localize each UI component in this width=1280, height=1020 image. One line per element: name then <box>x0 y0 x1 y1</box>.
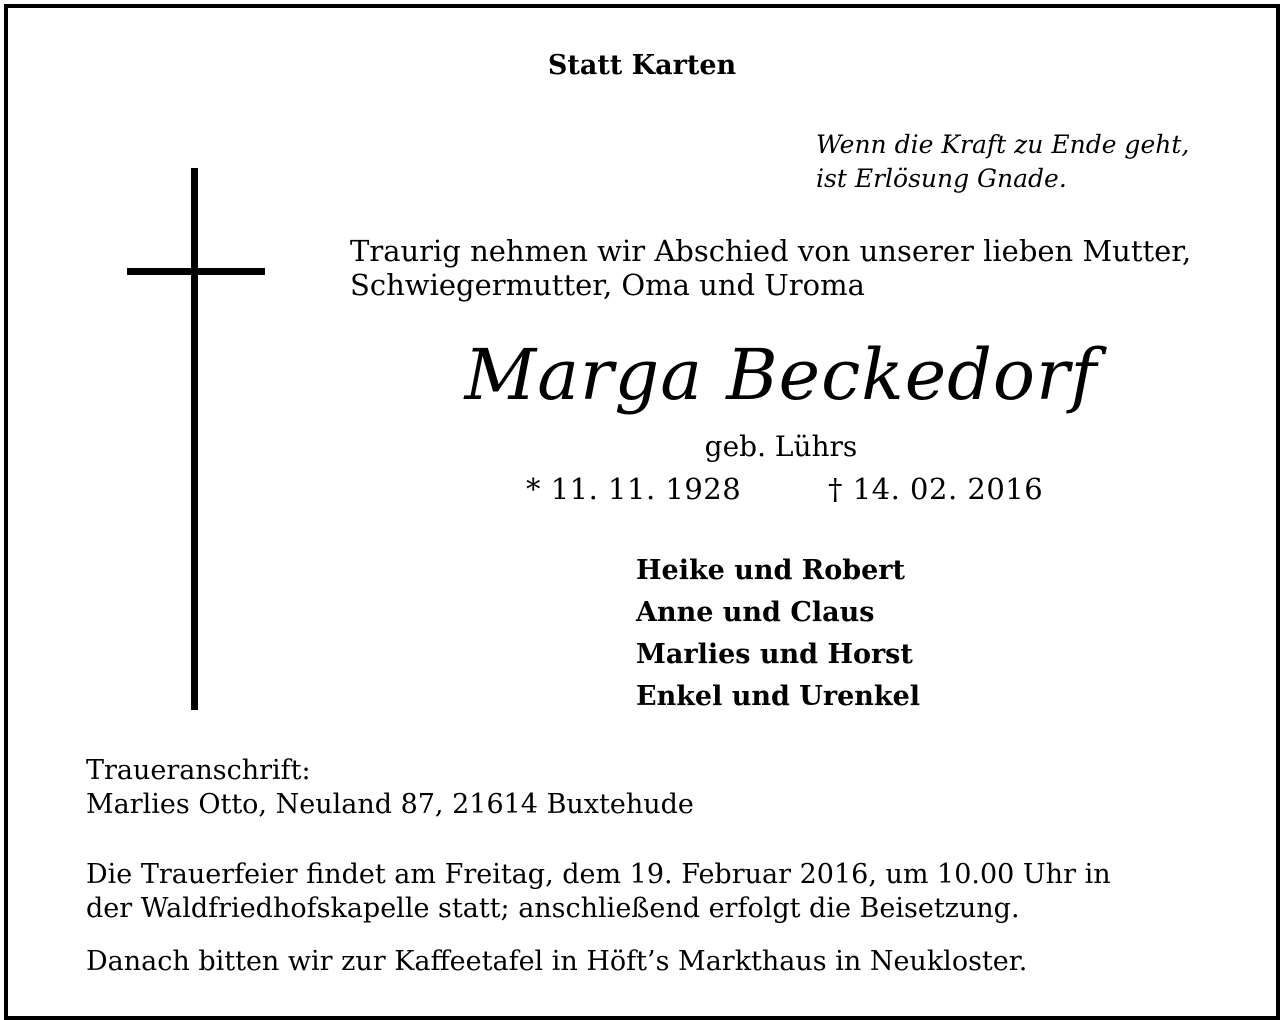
ceremony-info <box>86 858 1111 926</box>
obituary-notice <box>4 4 1280 1020</box>
mourner-entry: Heike und Robert <box>636 555 905 586</box>
intro-text <box>350 234 1191 302</box>
maiden-name: geb. Lührs <box>704 430 858 463</box>
ceremony-line: Die Trauerfeier findet am Freitag, dem 19. Februar 2016, um 10.00 Uhr in <box>86 859 1111 890</box>
motto-verse <box>816 128 1189 196</box>
motto-line: ist Erlösung Gnade. <box>816 164 1067 193</box>
mourner-entry: Enkel und Urenkel <box>636 681 921 712</box>
mourner-entry: Anne und Claus <box>636 597 875 628</box>
intro-line: Schwiegermutter, Oma und Uroma <box>350 268 865 302</box>
birth-date: * 11. 11. 1928 <box>526 472 742 506</box>
mourning-address <box>86 754 694 822</box>
deceased-name: Marga Beckedorf <box>464 334 1098 416</box>
coffee-reception-info: Danach bitten wir zur Kaffeetafel in Höft’s Markthaus in Neukloster. <box>86 946 1028 977</box>
cross-horizontal-bar <box>127 268 265 275</box>
notice-header: Statt Karten <box>547 50 737 81</box>
intro-line: Traurig nehmen wir Abschied von unserer lieben Mutter, <box>350 234 1192 268</box>
mourners-list <box>636 550 920 718</box>
address-line: Marlies Otto, Neuland 87, 21614 Buxtehude <box>86 789 694 820</box>
ceremony-line: der Waldfriedhofskapelle statt; anschließend erfolgt die Beisetzung. <box>86 893 1020 924</box>
address-label: Traueranschrift: <box>86 755 311 786</box>
motto-line: Wenn die Kraft zu Ende geht, <box>816 130 1190 159</box>
mourner-entry: Marlies und Horst <box>636 639 913 670</box>
death-date: † 14. 02. 2016 <box>828 472 1044 506</box>
